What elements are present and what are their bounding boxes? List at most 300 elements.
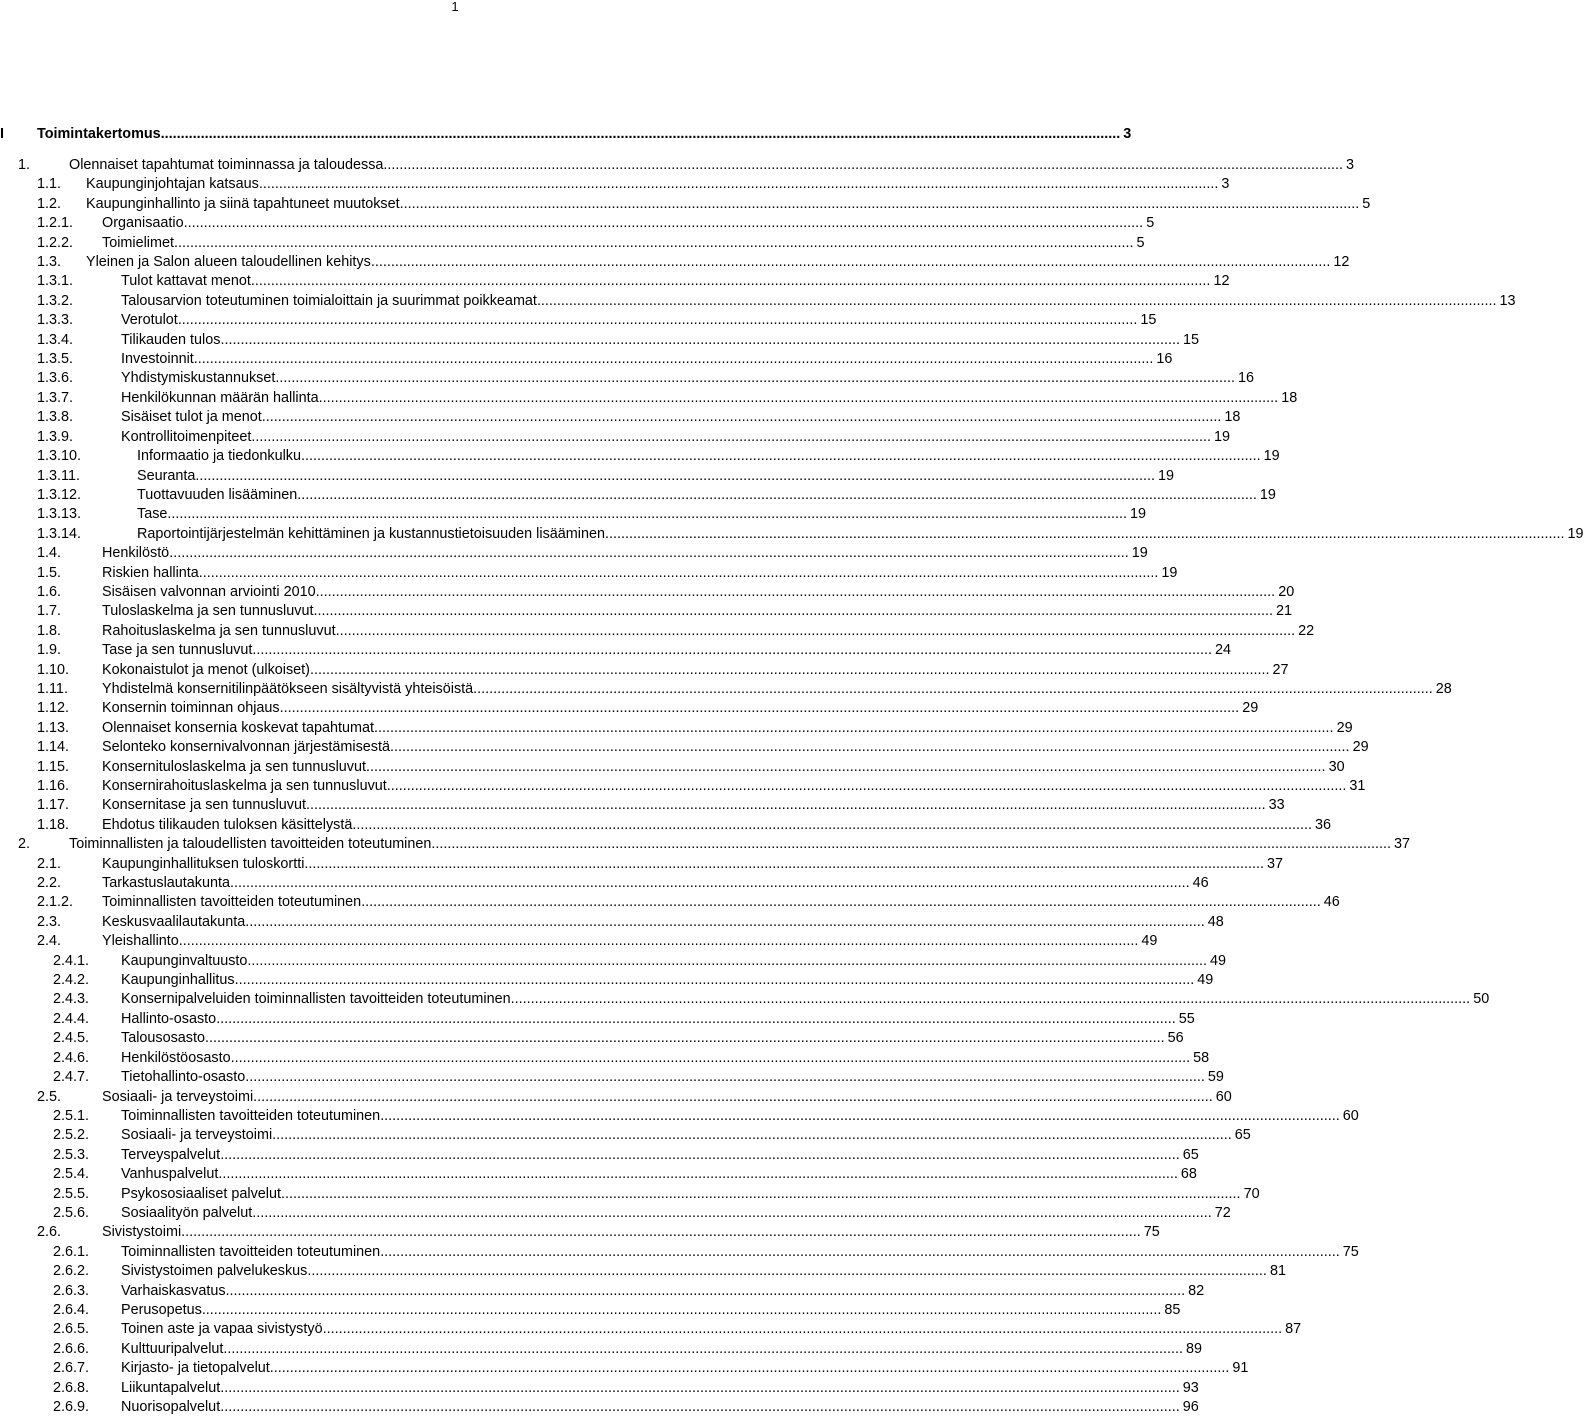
toc-entry-title: Perusopetus xyxy=(121,1301,202,1318)
toc-entry-number: 2.4.1. xyxy=(53,952,90,969)
toc-leader-dots xyxy=(161,123,1121,145)
toc-leader-dots xyxy=(247,952,1207,971)
toc-entry-number: 1.15. xyxy=(37,758,70,775)
toc-entry[interactable] xyxy=(0,234,1145,253)
toc-entry-number: 1.3.8. xyxy=(37,409,74,426)
toc-entry-title: Talousarvion toteutuminen toimialoittain ja suurimmat poikkeamat xyxy=(121,292,537,309)
toc-entry[interactable] xyxy=(0,272,1230,291)
toc-leader-dots xyxy=(245,913,1205,932)
toc-entry-page: 37 xyxy=(1393,836,1410,853)
toc-entry[interactable] xyxy=(0,544,1148,563)
toc-entry-title: Organisaatio xyxy=(102,215,184,232)
toc-leader-dots xyxy=(259,175,1219,194)
toc-leader-dots xyxy=(272,1126,1232,1145)
toc-entry-title: Tase ja sen tunnusluvut xyxy=(102,642,253,659)
toc-entry-title: Sisäiset tulot ja menot xyxy=(121,409,262,426)
toc-leader-dots xyxy=(511,990,1471,1009)
toc-leader-dots xyxy=(366,758,1326,777)
toc-entry-number: 1.3.10. xyxy=(37,448,82,465)
toc-entry-title: Verotulot xyxy=(121,312,178,329)
toc-leader-dots xyxy=(280,699,1240,718)
toc-leader-dots xyxy=(390,738,1350,757)
toc-entry-number: 2.5.4. xyxy=(53,1166,90,1183)
toc-entry-number: 1.17. xyxy=(37,797,70,814)
toc-entry-number: 1.1. xyxy=(37,176,62,193)
toc-entry-title: Toimintakertomus xyxy=(37,126,161,142)
toc-entry-title: Vanhuspalvelut xyxy=(121,1166,219,1183)
toc-leader-dots xyxy=(262,408,1222,427)
toc-entry-page: 60 xyxy=(1215,1088,1232,1105)
toc-entry-title: Investoinnit xyxy=(121,351,194,368)
toc-entry-page: 72 xyxy=(1214,1204,1231,1221)
toc-leader-dots xyxy=(216,1010,1176,1029)
toc-entry-page: 28 xyxy=(1435,680,1452,697)
toc-entry-number: 2.4.6. xyxy=(53,1049,90,1066)
toc-entry[interactable] xyxy=(0,1223,1160,1242)
toc-leader-dots xyxy=(199,564,1159,583)
toc-entry-number: 2.2. xyxy=(37,875,62,892)
toc-entry-number: 2.6.7. xyxy=(53,1360,90,1377)
toc-entry-page: 59 xyxy=(1207,1069,1224,1086)
toc-entry-title: Informaatio ja tiedonkulku xyxy=(137,448,301,465)
toc-entry-page: 30 xyxy=(1328,758,1345,775)
toc-leader-dots xyxy=(374,719,1334,738)
toc-entry-page: 70 xyxy=(1243,1185,1260,1202)
toc-entry-number: 2.4. xyxy=(37,933,62,950)
toc-entry[interactable] xyxy=(0,835,1410,854)
toc-entry[interactable] xyxy=(0,195,1371,214)
toc-entry-page: 3 xyxy=(1221,176,1230,193)
toc-entry[interactable] xyxy=(0,525,1584,544)
toc-entry-title: Keskusvaalilautakunta xyxy=(102,913,246,930)
toc-entry-number: 2.6.3. xyxy=(53,1282,90,1299)
toc-entry-number: 1.4. xyxy=(37,545,62,562)
toc-entry[interactable] xyxy=(0,796,1285,815)
toc-leader-dots xyxy=(400,195,1360,214)
toc-entry[interactable] xyxy=(0,1010,1195,1029)
toc-entry-number: 2.6.2. xyxy=(53,1263,90,1280)
toc-entry-title: Liikuntapalvelut xyxy=(121,1379,221,1396)
toc-leader-dots xyxy=(169,544,1129,563)
toc-entry-page: 75 xyxy=(1342,1243,1359,1260)
toc-leader-dots xyxy=(310,661,1270,680)
toc-entry-title: Henkilöstöosasto xyxy=(121,1049,231,1066)
toc-entry-number: 1.18. xyxy=(37,816,70,833)
toc-entry[interactable] xyxy=(0,602,1293,621)
toc-leader-dots xyxy=(473,680,1433,699)
toc-entry-number: 1. xyxy=(18,157,31,173)
toc-leader-dots xyxy=(231,1049,1191,1068)
toc-entry[interactable] xyxy=(0,505,1146,524)
toc-entry-number: 1.3.2. xyxy=(37,292,74,309)
toc-leader-dots xyxy=(174,234,1134,253)
toc-leader-dots xyxy=(316,583,1276,602)
toc-entry-title: Nuorisopalvelut xyxy=(121,1399,221,1415)
toc-leader-dots xyxy=(307,1262,1267,1281)
toc-leader-dots xyxy=(380,1107,1340,1126)
toc-entry-title: Kaupunginjohtajan katsaus xyxy=(86,176,259,193)
toc-entry-title: Hallinto-osasto xyxy=(121,1010,217,1027)
toc-leader-dots xyxy=(179,932,1139,951)
toc-entry-number: 1.3.13. xyxy=(37,506,82,523)
toc-entry-page: 91 xyxy=(1232,1360,1249,1377)
toc-entry-title: Sivistystoimi xyxy=(102,1224,182,1241)
toc-leader-dots xyxy=(301,447,1261,466)
toc-leader-dots xyxy=(202,1301,1162,1320)
toc-entry-number: 1.2.2. xyxy=(37,234,74,251)
toc-entry-number: 1.3.4. xyxy=(37,331,74,348)
toc-entry-title: Kirjasto- ja tietopalvelut xyxy=(121,1360,270,1377)
toc-entry[interactable] xyxy=(0,1088,1232,1107)
toc-entry[interactable] xyxy=(0,990,1490,1009)
toc-entry[interactable] xyxy=(0,408,1241,427)
toc-entry-page: 13 xyxy=(1499,292,1516,309)
toc-entry-page: 29 xyxy=(1336,719,1353,736)
toc-entry-number: 2.5.3. xyxy=(53,1146,90,1163)
toc-entry-page: 19 xyxy=(1213,428,1230,445)
toc-entry-page: 12 xyxy=(1333,254,1350,271)
toc-entry-page: 50 xyxy=(1473,991,1490,1008)
toc-entry-number: 1.3. xyxy=(37,254,62,271)
toc-entry-title: Kontrollitoimenpiteet xyxy=(121,428,252,445)
toc-entry-number: 2.6.6. xyxy=(53,1340,90,1357)
toc-entry-number: 1.16. xyxy=(37,778,70,794)
toc-entry-number: 1.3.11. xyxy=(37,467,80,484)
toc-entry[interactable] xyxy=(0,467,1174,486)
toc-entry-page: 19 xyxy=(1129,506,1146,523)
toc-entry-title: Konsernin toiminnan ohjaus xyxy=(102,700,280,717)
toc-entry[interactable] xyxy=(0,214,1155,233)
toc-entry[interactable] xyxy=(0,253,1350,272)
toc-entry[interactable] xyxy=(0,311,1157,330)
toc-entry-title: Henkilöstö xyxy=(102,545,170,562)
toc-leader-dots xyxy=(431,835,1391,854)
toc-entry-number: 1.3.14. xyxy=(37,525,82,542)
toc-entry-title: Konsernituloslaskelma ja sen tunnusluvut xyxy=(102,758,366,775)
toc-leader-dots xyxy=(275,369,1235,388)
toc-leader-dots xyxy=(313,602,1273,621)
toc-leader-dots xyxy=(220,1379,1180,1398)
toc-entry-number: 2.4.3. xyxy=(53,991,90,1008)
toc-leader-dots xyxy=(194,350,1154,369)
toc-entry[interactable] xyxy=(0,1185,1260,1204)
toc-entry-page: 16 xyxy=(1237,370,1254,387)
toc-entry[interactable] xyxy=(0,1243,1359,1262)
toc-entry[interactable] xyxy=(0,893,1340,912)
toc-entry[interactable] xyxy=(0,175,1230,194)
toc-entry-number: 1.8. xyxy=(37,622,62,639)
toc-entry[interactable] xyxy=(0,758,1345,777)
toc-entry-page: 19 xyxy=(1567,525,1584,542)
toc-entry-number: 2.4.5. xyxy=(53,1030,90,1047)
toc-entry-number: 2.4.7. xyxy=(53,1069,90,1086)
toc-entry-page: 81 xyxy=(1269,1263,1286,1280)
toc-entry-page: 58 xyxy=(1193,1049,1210,1066)
toc-entry-number: 1.3.12. xyxy=(37,486,82,503)
toc-entry[interactable] xyxy=(0,447,1280,466)
toc-entry-page: 22 xyxy=(1298,622,1315,639)
toc-leader-dots xyxy=(306,796,1266,815)
toc-entry-title: Ehdotus tilikauden tuloksen käsittelystä xyxy=(102,816,353,833)
toc-entry-number: 1.14. xyxy=(37,739,70,756)
toc-leader-dots xyxy=(336,622,1296,641)
toc-entry-title: Toiminnallisten tavoitteiden toteutuminen xyxy=(121,1243,381,1260)
toc-entry-page: 3 xyxy=(1345,157,1354,173)
toc-entry-title: Tuottavuuden lisääminen xyxy=(137,486,298,503)
toc-entry[interactable] xyxy=(0,123,1132,145)
toc-entry-title: Selonteko konsernivalvonnan järjestämisestä xyxy=(102,739,390,756)
toc-leader-dots xyxy=(352,816,1312,835)
toc-entry[interactable] xyxy=(0,641,1231,660)
toc-entry-number: 1.10. xyxy=(37,661,70,678)
toc-entry-page: 20 xyxy=(1278,583,1295,600)
toc-entry-page: 68 xyxy=(1180,1166,1197,1183)
toc-entry-page: 21 xyxy=(1276,603,1293,620)
toc-entry-number: 1.3.7. xyxy=(37,389,74,406)
toc-entry[interactable] xyxy=(0,1029,1184,1048)
toc-entry-number: 2. xyxy=(18,836,31,853)
toc-leader-dots xyxy=(361,893,1321,912)
toc-entry[interactable] xyxy=(0,622,1315,641)
toc-entry-title: Sivistystoimen palvelukeskus xyxy=(121,1263,308,1280)
toc-entry-number: 2.4.2. xyxy=(53,972,90,989)
toc-entry[interactable] xyxy=(0,428,1230,447)
toc-leader-dots xyxy=(537,292,1497,311)
toc-entry-page: 33 xyxy=(1268,797,1285,814)
toc-entry-page: 48 xyxy=(1207,913,1224,930)
toc-entry[interactable] xyxy=(0,331,1200,350)
toc-entry-title: Talousosasto xyxy=(121,1030,205,1047)
toc-leader-dots xyxy=(220,1146,1180,1165)
toc-entry[interactable] xyxy=(0,932,1158,951)
toc-entry-title: Yleinen ja Salon alueen taloudellinen kehitys xyxy=(86,254,371,271)
toc-leader-dots xyxy=(251,272,1211,291)
table-of-contents xyxy=(0,123,1584,1417)
toc-entry-title: Toimielimet xyxy=(102,234,174,251)
toc-entry-title: Tietohallinto-osasto xyxy=(121,1069,246,1086)
toc-entry-number: 2.5.5. xyxy=(53,1185,90,1202)
toc-leader-dots xyxy=(304,855,1264,874)
toc-leader-dots xyxy=(245,1068,1205,1087)
toc-entry[interactable] xyxy=(0,816,1331,835)
toc-entry[interactable] xyxy=(0,1320,1302,1339)
toc-entry-page: 12 xyxy=(1213,273,1230,290)
toc-entry-title: Tarkastuslautakunta xyxy=(102,875,230,892)
toc-entry-title: Olennaiset tapahtumat toiminnassa ja taloudessa xyxy=(69,157,384,173)
toc-entry-page: 3 xyxy=(1123,126,1132,142)
toc-entry-number: 2.6.5. xyxy=(53,1321,90,1338)
toc-leader-dots xyxy=(235,971,1195,990)
toc-entry-page: 19 xyxy=(1131,545,1148,562)
toc-entry-number: 1.3.1. xyxy=(37,273,74,290)
toc-entry[interactable] xyxy=(0,952,1227,971)
toc-entry-title: Kaupunginvaltuusto xyxy=(121,952,248,969)
toc-entry-page: 82 xyxy=(1188,1282,1205,1299)
toc-entry-title: Tase xyxy=(137,506,168,523)
toc-entry-number: 2.5. xyxy=(37,1088,62,1105)
toc-entry-page: 56 xyxy=(1167,1030,1184,1047)
toc-entry[interactable] xyxy=(0,1107,1359,1126)
toc-entry-page: 49 xyxy=(1197,972,1214,989)
toc-entry[interactable] xyxy=(0,855,1283,874)
toc-entry[interactable] xyxy=(0,1398,1199,1417)
toc-entry-number: 1.11. xyxy=(37,680,68,697)
toc-entry-page: 75 xyxy=(1143,1224,1160,1241)
toc-entry-title: Olennaiset konsernia koskevat tapahtumat xyxy=(102,719,374,736)
toc-entry-title: Sosiaalityön palvelut xyxy=(121,1204,253,1221)
toc-entry-page: 5 xyxy=(1146,215,1155,232)
toc-entry-page: 55 xyxy=(1178,1010,1195,1027)
toc-entry-title: Kaupunginhallitus xyxy=(121,972,235,989)
toc-entry[interactable] xyxy=(0,1359,1249,1378)
toc-entry-title: Tulot kattavat menot xyxy=(121,273,251,290)
toc-entry[interactable] xyxy=(0,1262,1286,1281)
toc-entry-number: 1.2. xyxy=(37,195,62,212)
toc-entry-number: 1.3.9. xyxy=(37,428,74,445)
toc-entry-number: 1.5. xyxy=(37,564,62,581)
toc-leader-dots xyxy=(178,311,1138,330)
toc-entry-page: 5 xyxy=(1136,234,1145,251)
toc-leader-dots xyxy=(184,214,1144,233)
toc-entry-page: 19 xyxy=(1157,467,1174,484)
toc-entry-number: 1.9. xyxy=(37,642,62,659)
toc-entry-title: Kulttuuripalvelut xyxy=(121,1340,224,1357)
toc-entry-title: Seuranta xyxy=(137,467,196,484)
toc-entry-number: 2.6.9. xyxy=(53,1399,90,1415)
toc-entry[interactable] xyxy=(0,1165,1197,1184)
toc-entry-page: 18 xyxy=(1281,389,1298,406)
toc-leader-dots xyxy=(371,253,1331,272)
toc-entry-number: 2.3. xyxy=(37,913,62,930)
toc-entry-title: Toiminnallisten tavoitteiden toteutuminen xyxy=(102,894,362,911)
toc-entry[interactable] xyxy=(0,1204,1231,1223)
toc-entry[interactable] xyxy=(0,777,1366,796)
toc-entry[interactable] xyxy=(0,971,1214,990)
toc-entry[interactable] xyxy=(0,486,1276,505)
toc-entry-title: Sisäisen valvonnan arviointi 2010 xyxy=(102,583,316,600)
toc-entry-page: 89 xyxy=(1185,1340,1202,1357)
toc-entry[interactable] xyxy=(0,564,1178,583)
toc-entry-page: 29 xyxy=(1352,739,1369,756)
toc-entry-title: Kaupunginhallinto ja siinä tapahtuneet muutokset xyxy=(86,195,400,212)
toc-leader-dots xyxy=(226,1282,1186,1301)
toc-entry-page: 15 xyxy=(1183,331,1200,348)
toc-entry-number: 1.3.6. xyxy=(37,370,74,387)
toc-entry[interactable] xyxy=(0,1049,1210,1068)
toc-entry-number: 2.6.4. xyxy=(53,1301,90,1318)
toc-entry[interactable] xyxy=(0,1146,1199,1165)
toc-entry-page: 5 xyxy=(1362,195,1371,212)
toc-entry-page: 93 xyxy=(1182,1379,1199,1396)
toc-entry[interactable] xyxy=(0,661,1289,680)
toc-entry-page: 19 xyxy=(1259,486,1276,503)
toc-leader-dots xyxy=(270,1359,1230,1378)
toc-entry[interactable] xyxy=(0,1301,1181,1320)
toc-entry[interactable] xyxy=(0,680,1452,699)
page-number: 1 xyxy=(451,0,459,14)
toc-entry-title: Terveyspalvelut xyxy=(121,1146,221,1163)
toc-leader-dots xyxy=(281,1185,1241,1204)
toc-leader-dots xyxy=(252,1204,1212,1223)
toc-entry-page: 19 xyxy=(1161,564,1178,581)
toc-entry-title: Yhdistymiskustannukset xyxy=(121,370,276,387)
toc-leader-dots xyxy=(319,389,1279,408)
toc-leader-dots xyxy=(230,874,1190,893)
toc-entry-number: 1.7. xyxy=(37,603,62,620)
toc-leader-dots xyxy=(220,331,1180,350)
toc-entry-number: 1.3.5. xyxy=(37,351,74,368)
toc-entry[interactable] xyxy=(0,1379,1199,1398)
toc-entry-title: Kaupunginhallituksen tuloskortti xyxy=(102,855,305,872)
toc-entry-number: 2.5.1. xyxy=(53,1107,90,1124)
toc-entry[interactable] xyxy=(0,583,1295,602)
toc-entry-title: Riskien hallinta xyxy=(102,564,199,581)
toc-entry-page: 87 xyxy=(1285,1321,1302,1338)
toc-entry[interactable] xyxy=(0,350,1173,369)
toc-entry[interactable] xyxy=(0,874,1209,893)
toc-entry-page: 24 xyxy=(1214,642,1231,659)
toc-entry-title: Konsernitase ja sen tunnusluvut xyxy=(102,797,306,814)
toc-entry-title: Konsernipalveluiden toiminnallisten tavoitteiden toteutuminen xyxy=(121,991,511,1008)
toc-entry-page: 49 xyxy=(1210,952,1227,969)
toc-entry-number: 2.4.4. xyxy=(53,1010,90,1027)
toc-entry[interactable] xyxy=(0,913,1224,932)
toc-entry-title: Tilikauden tulos xyxy=(121,331,221,348)
toc-leader-dots xyxy=(251,428,1211,447)
toc-entry[interactable] xyxy=(0,156,1354,175)
toc-entry[interactable] xyxy=(0,738,1369,757)
toc-entry-title: Rahoituslaskelma ja sen tunnusluvut xyxy=(102,622,336,639)
toc-entry-page: 46 xyxy=(1192,875,1209,892)
toc-entry-page: 18 xyxy=(1224,409,1241,426)
toc-leader-dots xyxy=(605,525,1565,544)
toc-entry-number: 2.1.2. xyxy=(37,894,74,911)
toc-leader-dots xyxy=(223,1340,1183,1359)
toc-entry-title: Psykososiaaliset palvelut xyxy=(121,1185,281,1202)
toc-entry-number: 1.6. xyxy=(37,583,62,600)
toc-entry-title: Toiminnallisten ja taloudellisten tavoitteiden toteutuminen xyxy=(69,836,432,853)
toc-entry[interactable] xyxy=(0,699,1259,718)
toc-entry-title: Sosiaali- ja terveystoimi xyxy=(102,1088,254,1105)
toc-leader-dots xyxy=(253,1088,1213,1107)
toc-entry-page: 85 xyxy=(1164,1301,1181,1318)
toc-leader-dots xyxy=(181,1223,1141,1242)
toc-entry[interactable] xyxy=(0,1340,1202,1359)
toc-entry[interactable] xyxy=(0,389,1298,408)
toc-entry-page: 19 xyxy=(1263,448,1280,465)
toc-entry-number: 2.5.6. xyxy=(53,1204,90,1221)
toc-entry-page: 29 xyxy=(1242,700,1259,717)
toc-entry-number: 1.12. xyxy=(37,700,70,717)
toc-entry-number: 2.6.8. xyxy=(53,1379,90,1396)
toc-leader-dots xyxy=(205,1029,1165,1048)
toc-entry-number: 2.6. xyxy=(37,1224,62,1241)
toc-entry-title: Varhaiskasvatus xyxy=(121,1282,226,1299)
toc-entry[interactable] xyxy=(0,1126,1251,1145)
toc-entry-title: Sosiaali- ja terveystoimi xyxy=(121,1127,273,1144)
toc-leader-dots xyxy=(323,1320,1283,1339)
toc-entry[interactable] xyxy=(0,1282,1205,1301)
toc-entry[interactable] xyxy=(0,369,1254,388)
toc-entry-page: 15 xyxy=(1140,312,1157,329)
toc-entry-title: Tuloslaskelma ja sen tunnusluvut xyxy=(102,603,314,620)
toc-entry-page: 37 xyxy=(1266,855,1283,872)
toc-leader-dots xyxy=(195,467,1155,486)
toc-entry[interactable] xyxy=(0,719,1353,738)
toc-entry[interactable] xyxy=(0,1068,1224,1087)
toc-entry-number: 1.2.1. xyxy=(37,215,74,232)
toc-entry[interactable] xyxy=(0,292,1516,311)
